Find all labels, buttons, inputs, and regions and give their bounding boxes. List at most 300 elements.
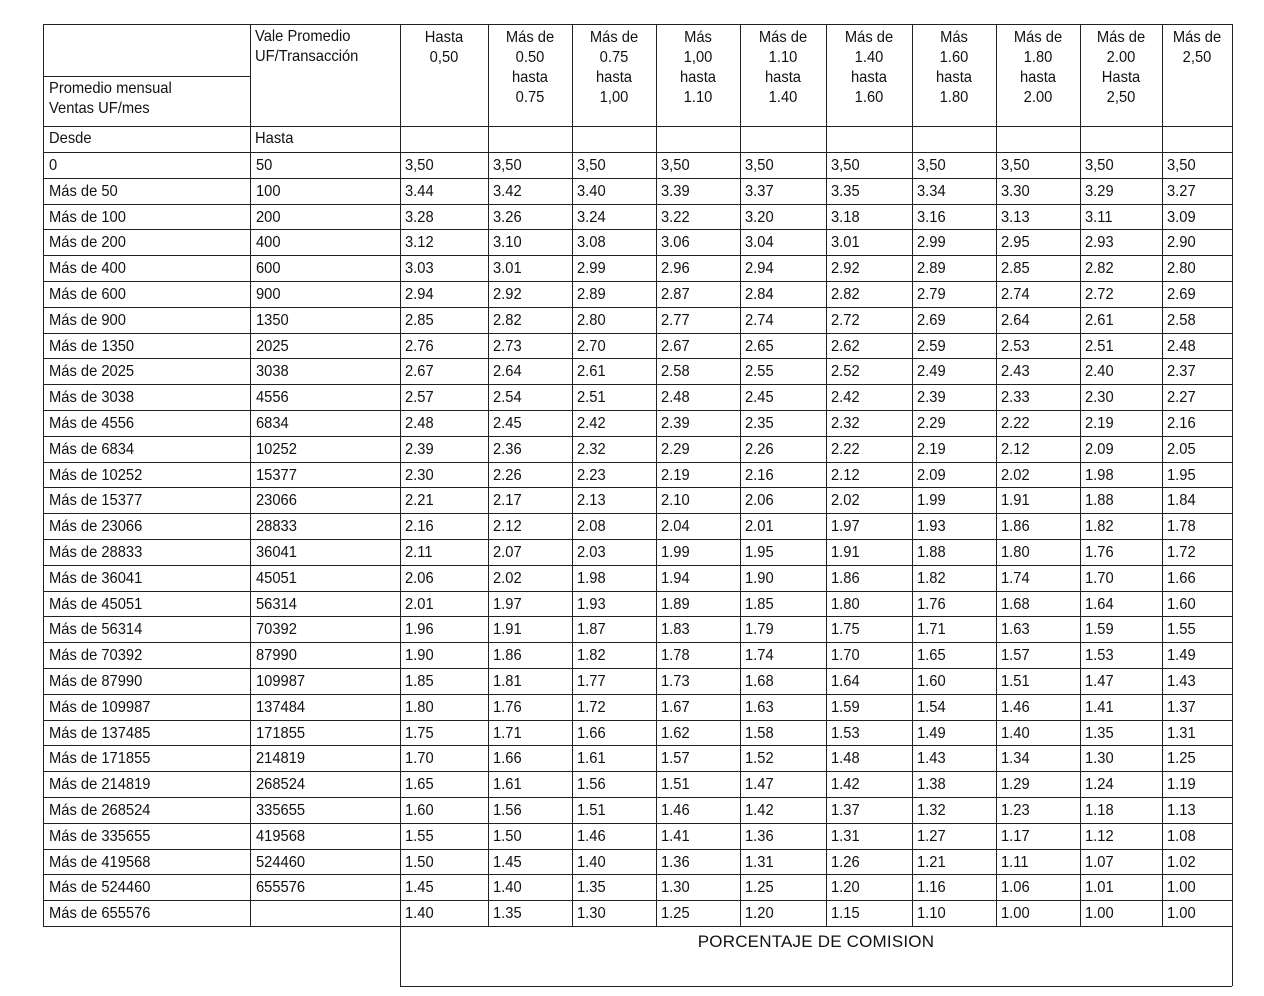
row-border (43, 410, 1232, 411)
commission-rate-cell: 3.13 (1001, 209, 1030, 226)
commission-rate-cell: 2.12 (1001, 441, 1030, 458)
commission-rate-cell: 2.62 (831, 338, 860, 355)
commission-rate-cell: 1.55 (405, 828, 434, 845)
commission-rate-cell: 1.81 (493, 673, 522, 690)
row-border (43, 849, 1232, 850)
column-divider (1232, 24, 1233, 986)
row-border (43, 694, 1232, 695)
row-desde-value: Más de 70392 (49, 647, 143, 664)
row-border (43, 565, 1232, 566)
commission-rate-cell: 1.35 (493, 905, 522, 922)
row-border (43, 539, 1232, 540)
commission-rate-cell: 1.15 (831, 905, 860, 922)
commission-rate-cell: 2.02 (493, 570, 522, 587)
column-header-line: Más de (589, 29, 639, 46)
commission-rate-cell: 1.85 (745, 596, 774, 613)
commission-rate-cell: 1.58 (745, 725, 774, 742)
commission-rate-cell: 1.36 (745, 828, 774, 845)
commission-rate-cell: 1.78 (661, 647, 690, 664)
commission-rate-cell: 1.17 (1001, 828, 1030, 845)
commission-rate-cell: 1.30 (577, 905, 606, 922)
desde-label: Desde (49, 130, 92, 147)
commission-rate-cell: 2.58 (661, 363, 690, 380)
column-header-line: Más de (1172, 29, 1222, 46)
commission-rate-cell: 2.36 (493, 441, 522, 458)
column-header-line: hasta (764, 69, 801, 86)
commission-rate-cell: 1.88 (1085, 492, 1114, 509)
ventas-uf-mes-title: Ventas UF/mes (49, 100, 150, 117)
commission-rate-cell: 1.41 (1085, 699, 1114, 716)
commission-rate-cell: 3.18 (831, 209, 860, 226)
commission-rate-cell: 1.40 (577, 854, 606, 871)
row-hasta-value: 524460 (256, 854, 306, 871)
commission-rate-cell: 2.84 (745, 286, 774, 303)
commission-rate-cell: 1.27 (917, 828, 946, 845)
vale-promedio-title: Vale Promedio (255, 28, 351, 45)
row-hasta-value: 109987 (256, 673, 306, 690)
row-desde-value: Más de 900 (49, 312, 126, 329)
commission-rate-cell: 1.16 (917, 879, 946, 896)
commission-rate-cell: 1.01 (1085, 879, 1114, 896)
row-desde-value: Más de 137485 (49, 725, 151, 742)
column-header-line: 2.00 (1106, 49, 1136, 66)
row-desde-value: Más de 50 (49, 183, 118, 200)
commission-rate-cell: 1.80 (831, 596, 860, 613)
commission-rate-cell: 1.82 (917, 570, 946, 587)
commission-rate-cell: 1.76 (1085, 544, 1114, 561)
commission-rate-cell: 3.16 (917, 209, 946, 226)
commission-rate-cell: 1.61 (577, 750, 606, 767)
commission-rate-cell: 1.70 (1085, 570, 1114, 587)
commission-rate-cell: 3,50 (493, 157, 522, 174)
commission-rate-cell: 1.51 (1001, 673, 1030, 690)
row-border (43, 281, 1232, 282)
column-divider (996, 24, 997, 926)
commission-rate-cell: 2.65 (745, 338, 774, 355)
row-hasta-value: 15377 (256, 467, 297, 484)
footer-bottom-border (400, 986, 1232, 987)
column-header-line: hasta (595, 69, 632, 86)
commission-rate-cell: 1.97 (831, 518, 860, 535)
commission-rate-cell: 2.06 (745, 492, 774, 509)
column-header-line: Más de (1096, 29, 1146, 46)
commission-rate-cell: 2.33 (1001, 389, 1030, 406)
table-left-border (43, 24, 44, 926)
commission-rate-cell: 2.89 (577, 286, 606, 303)
column-header-line: 1,00 (683, 49, 713, 66)
column-header-line: hasta (850, 69, 887, 86)
commission-rate-cell: 3.26 (493, 209, 522, 226)
commission-rate-cell: 3.28 (405, 209, 434, 226)
commission-rate-cell: 1.38 (917, 776, 946, 793)
commission-rate-cell: 1.86 (493, 647, 522, 664)
commission-rate-cell: 2.30 (1085, 389, 1114, 406)
commission-rate-cell: 2.96 (661, 260, 690, 277)
commission-rate-cell: 3.22 (661, 209, 690, 226)
commission-rate-cell: 2.17 (493, 492, 522, 509)
commission-rate-cell: 2.94 (745, 260, 774, 277)
row-border (43, 797, 1232, 798)
column-header-line: Más de (844, 29, 894, 46)
commission-rate-cell: 2.53 (1001, 338, 1030, 355)
commission-rate-cell: 3.37 (745, 183, 774, 200)
row-hasta-value: 214819 (256, 750, 306, 767)
row-border (43, 152, 1232, 153)
commission-rate-cell: 1.60 (405, 802, 434, 819)
commission-rate-cell: 2.42 (831, 389, 860, 406)
commission-rate-cell: 2.70 (577, 338, 606, 355)
row-desde-value: Más de 23066 (49, 518, 143, 535)
commission-rate-cell: 1.99 (661, 544, 690, 561)
commission-rate-cell: 1.75 (405, 725, 434, 742)
commission-rate-cell: 2.03 (577, 544, 606, 561)
row-desde-value: Más de 335655 (49, 828, 151, 845)
commission-rate-cell: 2.54 (493, 389, 522, 406)
commission-rate-cell: 2.69 (917, 312, 946, 329)
header-divider-left (43, 76, 250, 77)
commission-rate-cell: 3.08 (577, 234, 606, 251)
commission-rate-cell: 2.87 (661, 286, 690, 303)
commission-rate-cell: 2.48 (661, 389, 690, 406)
row-hasta-value: 171855 (256, 725, 306, 742)
commission-rate-cell: 1.23 (1001, 802, 1030, 819)
commission-rate-cell: 1.52 (745, 750, 774, 767)
commission-rate-cell: 2.90 (1167, 234, 1196, 251)
row-desde-value: Más de 400 (49, 260, 126, 277)
row-desde-value: Más de 109987 (49, 699, 151, 716)
commission-rate-cell: 1.61 (493, 776, 522, 793)
commission-rate-cell: 1.86 (1001, 518, 1030, 535)
commission-rate-cell: 1.75 (831, 621, 860, 638)
commission-rate-cell: 2.64 (493, 363, 522, 380)
column-header-line: hasta (511, 69, 548, 86)
commission-rate-cell: 1.60 (1167, 596, 1196, 613)
commission-rate-cell: 2.48 (405, 415, 434, 432)
commission-rate-cell: 1.34 (1001, 750, 1030, 767)
hasta-label: Hasta (255, 130, 294, 147)
commission-rate-cell: 2.49 (917, 363, 946, 380)
commission-rate-cell: 2.57 (405, 389, 434, 406)
commission-rate-cell: 1.56 (577, 776, 606, 793)
commission-rate-cell: 1.26 (831, 854, 860, 871)
commission-rate-cell: 1.80 (1001, 544, 1030, 561)
column-divider (488, 24, 489, 926)
column-header-line: 1.10 (768, 49, 798, 66)
commission-rate-cell: 1.45 (405, 879, 434, 896)
row-desde-value: Más de 10252 (49, 467, 143, 484)
row-desde-value: Más de 4556 (49, 415, 135, 432)
commission-rate-cell: 1.18 (1085, 802, 1114, 819)
row-hasta-value: 87990 (256, 647, 297, 664)
commission-rate-cell: 1.60 (917, 673, 946, 690)
commission-rate-cell: 2.09 (917, 467, 946, 484)
commission-rate-cell: 1.42 (745, 802, 774, 819)
commission-rate-cell: 2.10 (661, 492, 690, 509)
commission-rate-cell: 3.39 (661, 183, 690, 200)
commission-rate-cell: 1.67 (661, 699, 690, 716)
commission-rate-cell: 1.30 (661, 879, 690, 896)
row-border (43, 462, 1232, 463)
commission-rate-cell: 1.84 (1167, 492, 1196, 509)
row-border (43, 436, 1232, 437)
commission-rate-cell: 3.01 (493, 260, 522, 277)
row-desde-value: Más de 3038 (49, 389, 135, 406)
commission-rate-cell: 3.20 (745, 209, 774, 226)
column-header-line: 1.60 (854, 89, 884, 106)
commission-rate-cell: 1.82 (577, 647, 606, 664)
row-desde-value: Más de 171855 (49, 750, 151, 767)
commission-rate-cell: 1.63 (1001, 621, 1030, 638)
commission-rate-cell: 1.80 (405, 699, 434, 716)
commission-rate-cell: 3.29 (1085, 183, 1114, 200)
commission-rate-cell: 1.89 (661, 596, 690, 613)
commission-rate-cell: 2.39 (917, 389, 946, 406)
commission-rate-cell: 1.66 (577, 725, 606, 742)
commission-rate-cell: 3.34 (917, 183, 946, 200)
commission-rate-cell: 1.50 (405, 854, 434, 871)
commission-rate-cell: 2.93 (1085, 234, 1114, 251)
commission-rate-cell: 3,50 (577, 157, 606, 174)
commission-rate-cell: 2.76 (405, 338, 434, 355)
commission-rate-cell: 2.45 (745, 389, 774, 406)
commission-rate-cell: 1.37 (1167, 699, 1196, 716)
row-desde-value: Más de 45051 (49, 596, 143, 613)
row-border (43, 823, 1232, 824)
commission-rate-cell: 3.27 (1167, 183, 1196, 200)
commission-rate-cell: 1.91 (493, 621, 522, 638)
commission-rate-cell: 1.32 (917, 802, 946, 819)
row-desde-value: Más de 87990 (49, 673, 143, 690)
row-hasta-value: 23066 (256, 492, 297, 509)
commission-rate-cell: 2.22 (1001, 415, 1030, 432)
commission-rate-cell: 2.39 (661, 415, 690, 432)
commission-rate-cell: 2.72 (831, 312, 860, 329)
commission-rate-cell: 2.35 (745, 415, 774, 432)
commission-rate-cell: 1.53 (831, 725, 860, 742)
commission-rate-cell: 1.35 (1085, 725, 1114, 742)
commission-rate-cell: 1.19 (1167, 776, 1196, 793)
commission-rate-cell: 1.47 (745, 776, 774, 793)
commission-rate-cell: 2.99 (917, 234, 946, 251)
commission-rate-cell: 3.12 (405, 234, 434, 251)
row-hasta-value: 137484 (256, 699, 306, 716)
commission-rate-cell: 3.35 (831, 183, 860, 200)
commission-rate-cell: 2.01 (405, 596, 434, 613)
column-header-line: 0,50 (429, 49, 459, 66)
row-hasta-value: 600 (256, 260, 281, 277)
commission-rate-cell: 2.61 (577, 363, 606, 380)
column-divider (826, 24, 827, 926)
commission-rate-cell: 2.30 (405, 467, 434, 484)
column-header-line: 1.40 (768, 89, 798, 106)
commission-rate-cell: 1.00 (1167, 905, 1196, 922)
row-desde-value: 0 (49, 157, 58, 174)
commission-rate-cell: 1.93 (917, 518, 946, 535)
commission-rate-cell: 2.27 (1167, 389, 1196, 406)
row-hasta-value: 6834 (256, 415, 289, 432)
commission-rate-cell: 1.79 (745, 621, 774, 638)
commission-rate-cell: 1.59 (831, 699, 860, 716)
column-header-line: Más (940, 29, 968, 46)
column-header-line: hasta (935, 69, 972, 86)
column-divider-hasta (250, 24, 251, 926)
row-border (43, 487, 1232, 488)
row-hasta-value: 1350 (256, 312, 289, 329)
commission-rate-cell: 3.42 (493, 183, 522, 200)
commission-rate-cell: 2.13 (577, 492, 606, 509)
commission-rate-cell: 1.95 (1167, 467, 1196, 484)
commission-rate-cell: 1.31 (831, 828, 860, 845)
commission-rate-cell: 1.25 (661, 905, 690, 922)
column-header-line: Más (684, 29, 712, 46)
column-header-line: 0.75 (515, 89, 545, 106)
commission-rate-cell: 1.42 (831, 776, 860, 793)
commission-rate-cell: 2.07 (493, 544, 522, 561)
commission-rate-cell: 3,50 (1085, 157, 1114, 174)
commission-rate-cell: 2.26 (493, 467, 522, 484)
commission-rate-cell: 1.90 (405, 647, 434, 664)
commission-rate-cell: 2.23 (577, 467, 606, 484)
commission-rate-cell: 2.22 (831, 441, 860, 458)
commission-rate-cell: 1.66 (1167, 570, 1196, 587)
commission-rate-cell: 2.73 (493, 338, 522, 355)
column-divider (912, 24, 913, 926)
commission-rate-cell: 1.45 (493, 854, 522, 871)
commission-rate-cell: 2.51 (577, 389, 606, 406)
commission-rate-cell: 2.45 (493, 415, 522, 432)
commission-rate-cell: 1.11 (1001, 854, 1029, 871)
row-border (43, 229, 1232, 230)
column-header-line: 0.75 (599, 49, 629, 66)
commission-rate-cell: 3,50 (745, 157, 774, 174)
row-desde-value: Más de 15377 (49, 492, 143, 509)
row-hasta-value: 3038 (256, 363, 289, 380)
commission-rate-cell: 3.03 (405, 260, 434, 277)
row-border (43, 642, 1232, 643)
promedio-mensual-title: Promedio mensual (49, 80, 172, 97)
commission-rate-cell: 3,50 (661, 157, 690, 174)
commission-rate-cell: 2.43 (1001, 363, 1030, 380)
row-border (43, 307, 1232, 308)
commission-rate-cell: 1.49 (1167, 647, 1196, 664)
commission-rate-cell: 1.88 (917, 544, 946, 561)
commission-rate-cell: 1.35 (577, 879, 606, 896)
commission-rate-cell: 1.76 (917, 596, 946, 613)
commission-rate-cell: 1.76 (493, 699, 522, 716)
row-border (43, 255, 1232, 256)
commission-rate-cell: 2.82 (831, 286, 860, 303)
commission-rate-cell: 3,50 (1001, 157, 1030, 174)
commission-rate-cell: 2.48 (1167, 338, 1196, 355)
commission-rate-cell: 2.55 (745, 363, 774, 380)
commission-rate-cell: 2.42 (577, 415, 606, 432)
commission-rate-cell: 1.65 (917, 647, 946, 664)
commission-rate-cell: 2.16 (405, 518, 434, 535)
commission-rate-cell: 2.12 (831, 467, 860, 484)
commission-rate-cell: 1.91 (1001, 492, 1030, 509)
commission-rate-cell: 2.52 (831, 363, 860, 380)
commission-rate-cell: 1.68 (1001, 596, 1030, 613)
column-header-line: 2,50 (1106, 89, 1136, 106)
commission-rate-cell: 2.77 (661, 312, 690, 329)
commission-rate-cell: 2.39 (405, 441, 434, 458)
row-hasta-value: 70392 (256, 621, 297, 638)
commission-rate-cell: 2.64 (1001, 312, 1030, 329)
commission-rate-cell: 3.40 (577, 183, 606, 200)
row-border (43, 900, 1232, 901)
commission-rate-cell: 2.92 (831, 260, 860, 277)
row-border (43, 668, 1232, 669)
row-hasta-value: 56314 (256, 596, 297, 613)
commission-rate-cell: 1.98 (577, 570, 606, 587)
commission-rate-cell: 2.74 (1001, 286, 1030, 303)
commission-rate-cell: 2.11 (405, 544, 433, 561)
commission-rate-cell: 1.20 (831, 879, 860, 896)
commission-rate-cell: 2.95 (1001, 234, 1030, 251)
commission-rate-cell: 3.09 (1167, 209, 1196, 226)
commission-rate-cell: 1.36 (661, 854, 690, 871)
column-header-line: 1.10 (683, 89, 713, 106)
commission-rate-cell: 1.31 (745, 854, 774, 871)
column-header-line: Más de (505, 29, 555, 46)
row-desde-value: Más de 214819 (49, 776, 151, 793)
commission-rate-cell: 3.30 (1001, 183, 1030, 200)
column-divider (1080, 24, 1081, 926)
commission-rate-cell: 3,50 (405, 157, 434, 174)
commission-rate-cell: 1.46 (577, 828, 606, 845)
column-header-line: Hasta (424, 29, 464, 46)
commission-rate-cell: 2.99 (577, 260, 606, 277)
commission-rate-cell: 2.79 (917, 286, 946, 303)
commission-rate-cell: 2.12 (493, 518, 522, 535)
table-top-border (43, 24, 1232, 25)
commission-rate-cell: 2.37 (1167, 363, 1196, 380)
row-border (43, 513, 1232, 514)
commission-rate-cell: 2.80 (577, 312, 606, 329)
commission-rate-cell: 1.43 (1167, 673, 1196, 690)
commission-rate-cell: 1.37 (831, 802, 860, 819)
row-hasta-value: 4556 (256, 389, 289, 406)
commission-rate-cell: 1.90 (745, 570, 774, 587)
commission-rate-cell: 1.72 (1167, 544, 1196, 561)
commission-rate-cell: 3.06 (661, 234, 690, 251)
row-hasta-value: 200 (256, 209, 281, 226)
commission-rate-cell: 2.40 (1085, 363, 1114, 380)
row-desde-value: Más de 28833 (49, 544, 143, 561)
commission-rate-cell: 2.85 (405, 312, 434, 329)
row-border (43, 204, 1232, 205)
commission-rate-cell: 1.51 (661, 776, 690, 793)
commission-rate-cell: 1.25 (1167, 750, 1196, 767)
commission-rate-cell: 1.57 (1001, 647, 1030, 664)
commission-rate-cell: 2.19 (661, 467, 690, 484)
row-desde-value: Más de 524460 (49, 879, 151, 896)
commission-rate-cell: 1.43 (917, 750, 946, 767)
commission-rate-cell: 1.13 (1167, 802, 1196, 819)
commission-rate-cell: 2.29 (661, 441, 690, 458)
commission-rate-cell: 1.07 (1085, 854, 1114, 871)
commission-rate-cell: 2.06 (405, 570, 434, 587)
row-hasta-value: 419568 (256, 828, 306, 845)
row-hasta-value: 900 (256, 286, 281, 303)
commission-rate-cell: 1.55 (1167, 621, 1196, 638)
commission-rate-cell: 1.68 (745, 673, 774, 690)
column-divider (1162, 24, 1163, 926)
commission-rate-cell: 2.69 (1167, 286, 1196, 303)
row-border (43, 178, 1232, 179)
row-border (43, 720, 1232, 721)
commission-rate-cell: 2.32 (577, 441, 606, 458)
